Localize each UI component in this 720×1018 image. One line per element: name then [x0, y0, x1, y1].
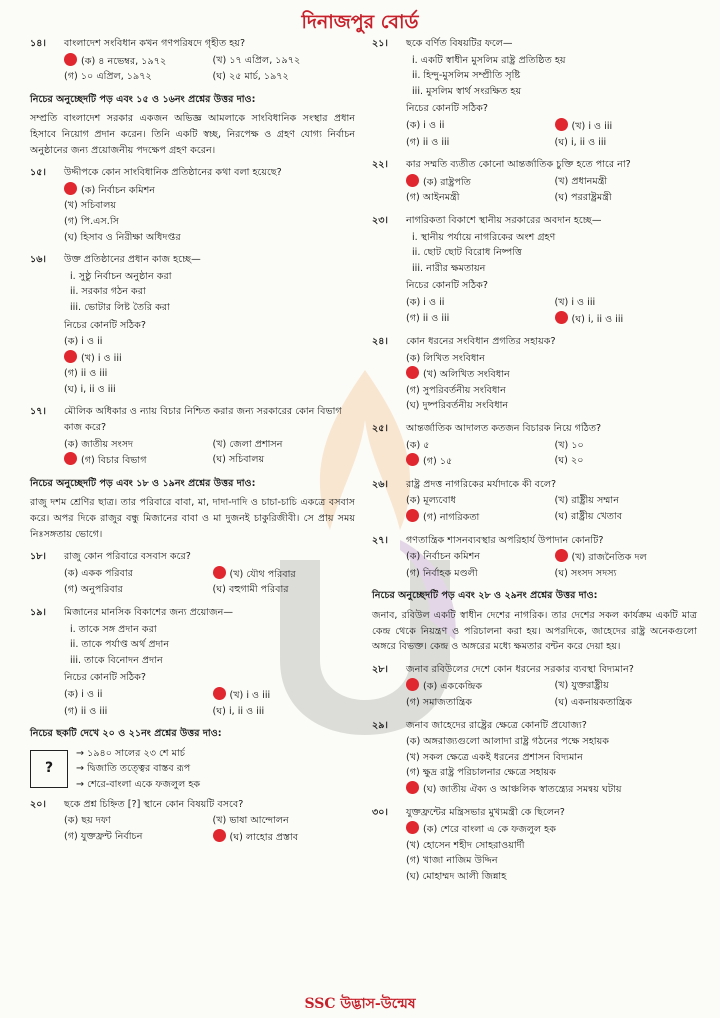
question-number: ১৫। — [30, 167, 46, 179]
option-c[interactable]: (গ) ক্ষুদ্র রাষ্ট্র পরিচালনার ক্ষেত্রে সহায়ক — [406, 767, 556, 779]
option-a[interactable]: (ক) শেরে বাংলা এ কে ফজলুল হক — [406, 821, 697, 838]
answer-mark-icon — [64, 53, 77, 66]
question-stem: আন্তর্জাতিক আদালত কতজন বিচারক নিয়ে গঠিত? — [406, 423, 602, 435]
statement-i: i. একটি স্বাধীন মুসলিম রাষ্ট্র প্রতিষ্ঠিত হয় — [412, 54, 566, 66]
option-a[interactable]: (ক) অঙ্গরাজ্যগুলো আলাদা রাষ্ট্র গঠনের পক্ষে সহায়ক — [406, 736, 609, 748]
question-19 — [30, 605, 355, 719]
option-c[interactable]: (গ) পি.এস.সি — [64, 215, 119, 227]
answer-mark-icon — [406, 453, 419, 466]
option-a[interactable]: (ক) নির্বাচন কমিশন — [406, 551, 480, 563]
answer-mark-icon — [406, 821, 419, 834]
option-b[interactable]: (খ) সকল ক্ষেত্রে একই ধরনের প্রশাসন বিদ্যমান — [406, 751, 583, 763]
statement-ii: ii. হিন্দু-মুসলিম সম্প্রীতি সৃষ্টি — [412, 70, 521, 82]
statement-iii: iii. ভোটার লিষ্ট তৈরি করা — [70, 301, 170, 313]
option-c[interactable]: (গ) ii ও iii — [406, 312, 450, 324]
answer-mark-icon — [555, 118, 568, 131]
option-d[interactable]: (ঘ) ২০ — [554, 455, 584, 467]
question-20 — [30, 797, 355, 846]
question-29 — [372, 718, 697, 798]
question-stem: উদ্দীপকে কোন সাংবিধানিক প্রতিষ্ঠানের কথা বলা হয়েছে? — [64, 167, 282, 179]
option-b[interactable]: (খ) i ও iii — [64, 350, 355, 367]
answer-mark-icon — [555, 549, 568, 562]
option-b[interactable]: (খ) প্রধানমন্ত্রী — [554, 175, 608, 187]
question-number: ২১। — [372, 38, 388, 49]
option-d[interactable]: (ঘ) i, ii ও iii — [212, 705, 265, 717]
question-number: ২২। — [372, 159, 388, 171]
option-b[interactable]: (খ) ১৭ এপ্রিল, ১৯৭২ — [212, 54, 301, 66]
answer-mark-icon — [64, 182, 77, 195]
question-number: ২০। — [30, 798, 46, 810]
question-stem: ছকে প্রশ্ন চিহ্নিত [?] স্থানে কোন বিষয়টি বসবে? — [64, 798, 244, 810]
option-b[interactable]: (খ) ভাষা আন্দোলন — [212, 815, 289, 827]
answer-mark-icon — [406, 509, 419, 522]
which-correct-label: নিচের কোনটি সঠিক? — [406, 280, 488, 292]
flow-diagram — [30, 746, 355, 793]
instruction: নিচের অনুচ্ছেদটি পড় এবং ১৮ ও ১৯নং প্রশ্নের উত্তর দাও: — [30, 477, 256, 489]
which-correct-label: নিচের কোনটি সঠিক? — [406, 103, 488, 115]
question-stem: ছকে বর্ণিত বিষয়টির ফলে— — [406, 38, 513, 49]
option-d[interactable]: (ঘ) পররাষ্ট্রমন্ত্রী — [554, 192, 612, 204]
option-c[interactable]: (গ) যুক্তফ্রন্ট নির্বাচন — [64, 830, 143, 842]
option-c[interactable]: (গ) ii ও iii — [64, 368, 108, 380]
question-stem: জনাব জাহেদের রাষ্ট্রের ক্ষেত্রে কোনটি প্রযোজ্য? — [406, 719, 587, 731]
option-d[interactable]: (ঘ) দুষ্পরিবর্তনীয় সংবিধান — [406, 400, 509, 412]
option-a[interactable]: (ক) লিখিত সংবিধান — [406, 352, 485, 364]
option-b[interactable]: (খ) অলিখিত সংবিধান — [406, 366, 697, 383]
option-d[interactable]: (ঘ) সংসদ সদস্য — [554, 567, 617, 579]
option-a[interactable]: (ক) একক পরিবার — [64, 567, 133, 579]
question-stem: বাংলাদেশ সংবিধান কখন গণপরিষদে গৃহীত হয়? — [64, 38, 246, 49]
option-d[interactable]: (ঘ) হিসাব ও নিরীক্ষা অধিদপ্তর — [64, 231, 181, 243]
option-d[interactable]: (ঘ) জাতীয় ঐক্য ও আঞ্চলিক স্বাতন্ত্র্যের সমন্বয় ঘটায় — [406, 781, 697, 798]
option-c[interactable]: (গ) সমাজতান্ত্রিক — [406, 696, 472, 708]
which-correct-label: নিচের কোনটি সঠিক? — [64, 672, 146, 684]
statement-i: i. তাকে সঙ্গ প্রদান করা — [70, 623, 157, 635]
question-number: ২৩। — [372, 214, 388, 226]
page-footer: SSC উদ্ভাস-উন্মেষ — [304, 996, 416, 1012]
question-number: ১৬। — [30, 254, 46, 266]
question-24 — [372, 334, 697, 414]
passage: রাজু দশম শ্রেণির ছাত্র। তার পরিবারে বাবা, মা, দাদা-দাদি ও চাচা-চাচি একত্রে বসবাস করে। অপর দিকে রাজুর বন্ধু মিজানের বাবা ও মা দুজনই চাকুরিজীবী। সে প্রায় সময় নিঃসঙ্গতায় ভোগে। — [30, 497, 355, 540]
question-25 — [372, 421, 697, 470]
option-b[interactable]: (খ) রাজনৈতিক দল — [555, 549, 698, 566]
instruction: নিচের ছকটি দেখে ২০ ও ২১নং প্রশ্নের উত্তর দাও: — [30, 728, 222, 740]
option-b[interactable]: (খ) রাষ্ট্রীয় সম্মান — [554, 495, 619, 507]
option-d[interactable]: (ঘ) একনায়কতান্ত্রিক — [554, 696, 632, 708]
question-stem: রাষ্ট্র প্রদত্ত নাগরিকের মর্যাদাকে কী বলে? — [406, 478, 557, 490]
question-14 — [30, 36, 355, 85]
option-c[interactable]: (গ) আইনমন্ত্রী — [406, 192, 460, 204]
option-a[interactable]: (ক) i ও ii — [64, 688, 103, 700]
option-d[interactable]: (ঘ) রাষ্ট্রীয় খেতাব — [554, 511, 623, 523]
diagram-line-1: → ১৯৪০ সালের ২৩ শে মার্চ — [76, 747, 185, 759]
option-b[interactable]: (খ) i ও iii — [554, 296, 596, 308]
passage: সম্প্রতি বাংলাদেশ সরকার একজন অভিজ্ঞ আমলাকে সাংবিধানিক সংস্থার প্রধান হিসাবে নিয়োগ প্রদান করেন। তিনি একটি স্বচ্ছ, নিরপেক্ষ ও গ্রহণ যোগ্য নির্বাচন অনুষ্ঠানের জন্য প্রয়োজনীয় পদক্ষেপ গ্রহণ করেন। — [30, 113, 355, 156]
question-number: ২৭। — [372, 534, 388, 546]
question-number: ১৭। — [30, 406, 46, 418]
question-box: ? — [30, 750, 68, 788]
question-number: ১৮। — [30, 551, 46, 563]
question-22 — [372, 157, 697, 206]
question-number: ২৯। — [372, 719, 388, 731]
option-b[interactable]: (খ) ১০ — [554, 439, 584, 451]
option-c[interactable]: (গ) ii ও iii — [406, 136, 450, 148]
option-b[interactable]: (খ) সচিবালয় — [64, 200, 117, 212]
question-17 — [30, 404, 355, 468]
option-d[interactable]: (ঘ) i, ii ও iii — [64, 383, 116, 395]
statement-ii: ii. তাকে পর্যাপ্ত অর্থ প্রদান — [70, 639, 170, 651]
question-21 — [372, 36, 697, 150]
question-stem: উক্ত প্রতিষ্ঠানের প্রধান কাজ হচ্ছে— — [64, 254, 201, 266]
passage: জনাব, রবিউল একটি স্বাধীন দেশের নাগরিক। তার দেশের সকল কার্যক্রম একটি মাত্র কেন্দ্র থেকে নিয়ন্ত্রণ ও পরিচালনা করা হয়। অপরদিকে, জাহেদের রাষ্ট্র অনেকগুলো অঙ্গরে বিভক্ত। কেন্দ্র ও অঙ্গরের মধ্যে ক্ষমতার বন্টন করে দেয়া হয়। — [372, 610, 697, 653]
option-b[interactable]: (খ) i ও iii — [555, 118, 698, 135]
question-23 — [372, 213, 697, 327]
question-26 — [372, 477, 697, 526]
option-c[interactable]: (গ) ১০ এপ্রিল, ১৯৭২ — [64, 71, 152, 83]
question-number: ২৫। — [372, 423, 388, 435]
option-d[interactable]: (ঘ) ২৫ মার্চ, ১৯৭২ — [212, 71, 289, 83]
option-d[interactable]: (ঘ) সচিবালয় — [212, 454, 265, 466]
option-c[interactable]: (গ) অনুপরিবার — [64, 584, 123, 596]
option-b[interactable]: (খ) হোসেন শহীদ সোহরাওয়ার্দী — [406, 839, 525, 851]
option-c[interactable]: (গ) ১৫ — [406, 453, 549, 470]
option-d[interactable]: (ঘ) i, ii ও iii — [555, 311, 698, 328]
option-d[interactable]: (ঘ) বহুগামী পরিবার — [212, 584, 289, 596]
option-c[interactable]: (গ) ii ও iii — [64, 705, 108, 717]
question-stem: কার সম্মতি ব্যতীত কোনো আন্তর্জাতিক চুক্তি হতে পারে না? — [406, 159, 631, 171]
option-a[interactable]: (ক) i ও ii — [64, 336, 103, 348]
diagram-line-3: → শেরে-বাংলা একে ফজলুল হক — [76, 778, 201, 790]
question-number: ২৪। — [372, 336, 388, 348]
question-18 — [30, 549, 355, 598]
page-title: দিনাজপুর বোর্ড — [301, 11, 419, 33]
which-correct-label: নিচের কোনটি সঠিক? — [64, 319, 146, 331]
option-d[interactable]: (ঘ) i, ii ও iii — [554, 136, 607, 148]
option-a[interactable]: (ক) i ও ii — [406, 296, 445, 308]
answer-mark-icon — [406, 678, 419, 691]
statement-ii: ii. সরকার গঠন করা — [70, 286, 146, 298]
question-number: ২৬। — [372, 478, 388, 490]
statement-i: i. স্থানীয় পর্যায়ে নাগরিকের অংশ গ্রহণ — [412, 231, 556, 243]
question-stem: রাজু কোন পরিবারে বসবাস করে? — [64, 551, 191, 563]
question-15 — [30, 165, 355, 245]
option-b[interactable]: (খ) যুক্তরাষ্ট্রীয় — [554, 680, 609, 692]
statement-i: i. সুষ্ঠু নির্বাচন অনুষ্ঠান করা — [70, 270, 172, 282]
option-b[interactable]: (খ) i ও iii — [213, 687, 356, 704]
option-c[interactable]: (গ) নির্বাহক মণ্ডলী — [406, 567, 478, 579]
question-number: ২৮। — [372, 663, 388, 675]
question-stem: মিজানের মানসিক বিকাশের জন্য প্রয়োজন— — [64, 607, 233, 618]
answer-mark-icon — [406, 174, 419, 187]
answer-mark-icon — [555, 311, 568, 324]
option-c[interactable]: (গ) সুপরিবর্তনীয় সংবিধান — [406, 384, 506, 396]
option-a[interactable]: (ক) ৪ নভেম্বর, ১৯৭২ — [64, 53, 207, 70]
option-b[interactable]: (খ) জেলা প্রশাসন — [212, 438, 283, 450]
question-16 — [30, 252, 355, 397]
statement-iii: iii. তাকে বিনোদন প্রদান — [70, 654, 163, 666]
left-column — [30, 36, 355, 852]
statement-iii: iii. মুসলিম স্বার্থ সংরক্ষিত হয় — [412, 85, 522, 97]
instruction: নিচের অনুচ্ছেদটি পড় এবং ১৫ ও ১৬নং প্রশ্নের উত্তর দাও: — [30, 93, 256, 105]
right-column — [372, 36, 697, 892]
answer-mark-icon — [64, 452, 77, 465]
option-a[interactable]: (ক) ছয় দফা — [64, 815, 111, 827]
question-number: ১৪। — [30, 38, 46, 49]
option-a[interactable]: (ক) নির্বাচন কমিশন — [64, 182, 355, 199]
option-d[interactable]: (ঘ) লাহোর প্রস্তাব — [213, 829, 356, 846]
option-c[interactable]: (গ) বিচার বিভাগ — [64, 452, 207, 469]
option-c[interactable]: (গ) খাজা নাজিম উদ্দিন — [406, 855, 498, 867]
diagram-line-2: → দ্বিজাতি তত্ত্বের বাস্তব রূপ — [76, 763, 191, 775]
option-b[interactable]: (খ) যৌথ পরিবার — [213, 566, 356, 583]
answer-mark-icon — [213, 566, 226, 579]
question-number: ১৯। — [30, 607, 46, 618]
answer-mark-icon — [406, 781, 419, 794]
instruction: নিচের অনুচ্ছেদটি পড় এবং ২৮ ও ২৯নং প্রশ্নের উত্তর দাও: — [372, 590, 598, 602]
answer-mark-icon — [406, 366, 419, 379]
statement-ii: ii. ছোট ছোট বিরোধ নিষ্পত্তি — [412, 247, 522, 259]
answer-mark-icon — [64, 350, 77, 363]
answer-mark-icon — [213, 829, 226, 842]
option-a[interactable]: (ক) এককেন্দ্রিক — [406, 678, 549, 695]
question-30 — [372, 805, 697, 885]
question-stem: জনাব রবিউলের দেশে কোন ধরনের সরকার ব্যবস্থা বিদ্যমান? — [406, 663, 634, 675]
question-number: ৩০। — [372, 806, 388, 818]
option-c[interactable]: (গ) নাগরিকতা — [406, 509, 549, 526]
option-d[interactable]: (ঘ) মোহাম্মদ আলী জিন্নাহ — [406, 870, 507, 882]
option-a[interactable]: (ক) জাতীয় সংসদ — [64, 438, 134, 450]
option-a[interactable]: (ক) মূল্যবোধ — [406, 495, 456, 507]
statement-iii: iii. নারীর ক্ষমতায়ন — [412, 262, 486, 274]
question-28 — [372, 662, 697, 711]
question-stem: মৌলিক অধিকার ও ন্যায় বিচার নিশ্চিত করার জন্য সরকারের কোন বিভাগ কাজ করে? — [64, 406, 342, 434]
option-a[interactable]: (ক) i ও ii — [406, 119, 445, 131]
question-stem: গণতান্ত্রিক শাসনব্যবস্থার অপরিহার্য উপাদান কোনটি? — [406, 534, 604, 546]
answer-mark-icon — [213, 687, 226, 700]
question-stem: কোন ধরনের সংবিধান প্রগতির সহায়ক? — [406, 336, 556, 348]
option-a[interactable]: (ক) ৫ — [406, 439, 430, 451]
question-stem: যুক্তফ্রন্টের মন্ত্রিসভার মুখ্যমন্ত্রী কে ছিলেন? — [406, 806, 565, 818]
question-stem: নাগরিকতা বিকাশে স্থানীয় সরকারের অবদান হচ্ছে— — [406, 214, 602, 226]
question-27 — [372, 533, 697, 582]
option-a[interactable]: (ক) রাষ্ট্রপতি — [406, 174, 549, 191]
